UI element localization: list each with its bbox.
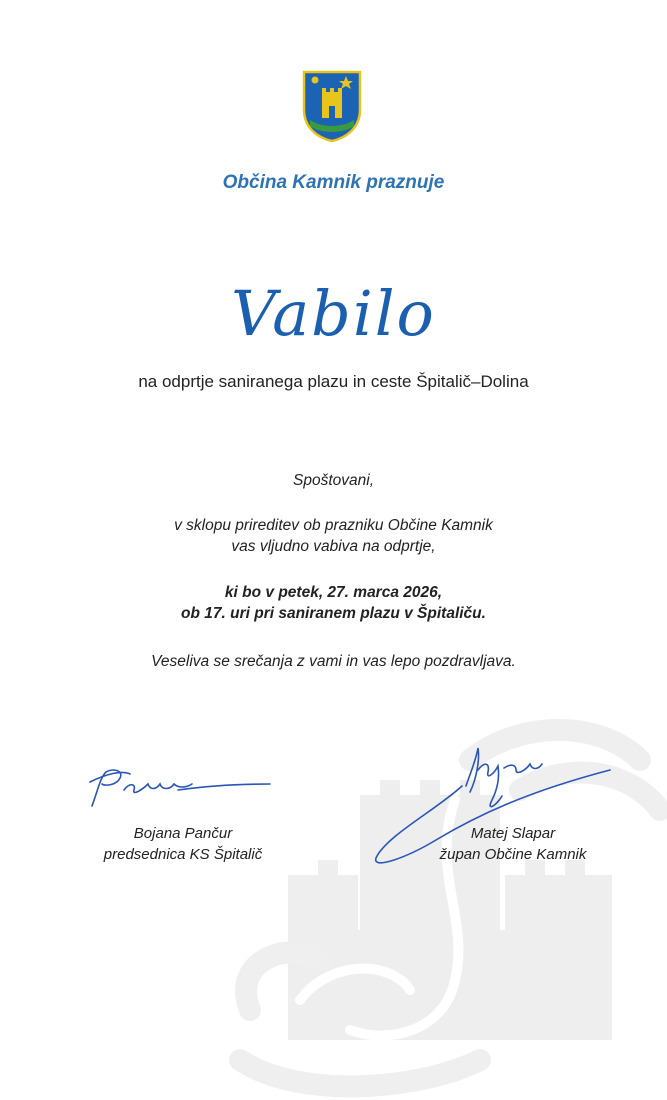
closing-line: Veseliva se srečanja z vami in vas lepo pozdravljava. [151, 653, 516, 670]
left-signatory [70, 823, 296, 865]
intro-line-1: v sklopu prireditev ob prazniku Občine Kamnik [174, 517, 493, 534]
right-signatory [400, 823, 626, 865]
municipality-heading: Občina Kamnik praznuje [222, 172, 445, 193]
intro-paragraph [0, 515, 667, 557]
intro-line-2: vas vljudno vabiva na odprtje, [231, 538, 436, 555]
event-date-line: ki bo v petek, 27. marca 2026, [224, 584, 443, 601]
left-signatory-name: Bojana Pančur [133, 825, 233, 842]
event-details [0, 582, 667, 624]
invitation-title: Vabilo [231, 277, 436, 350]
event-location-line: ob 17. uri pri saniranem plazu v Špitaliču. [181, 605, 486, 622]
invitation-subtitle: na odprtje saniranega plazu in ceste Špitalič–Dolina [138, 372, 529, 391]
greeting: Spoštovani, [293, 472, 374, 489]
right-signatory-name: Matej Slapar [470, 825, 556, 842]
left-signatory-role: predsednica KS Špitalič [103, 846, 263, 863]
right-signatory-role: župan Občine Kamnik [439, 846, 587, 863]
coat-of-arms-icon [302, 70, 362, 142]
left-signature [86, 760, 276, 820]
